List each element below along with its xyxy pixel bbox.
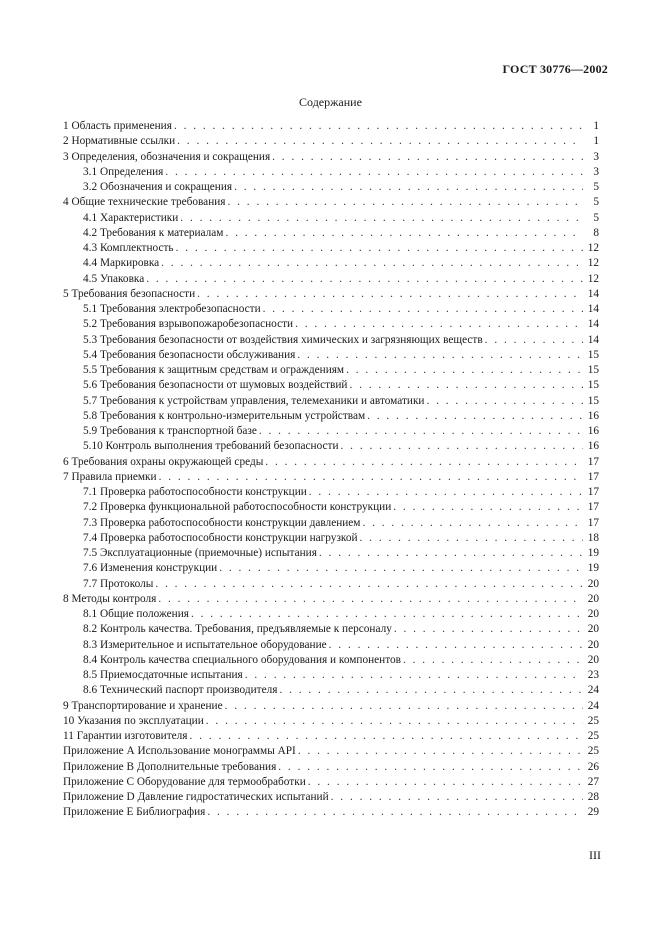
toc-entry-label: 5.5 Требования к защитным средствам и ограждениям [83,364,345,376]
toc-leader-dots [225,226,583,241]
toc-entry[interactable] [63,302,599,317]
toc-entry[interactable] [63,500,599,515]
toc-entry-page: 5 [593,196,599,209]
toc-entry[interactable] [63,775,599,790]
toc-entry-label: 9 Транспортирование и хранение [63,699,223,712]
toc-entry-page: 16 [587,425,599,437]
toc-entry-page: 14 [587,303,599,315]
toc-title: Содержание [299,95,362,109]
toc-entry-page: 18 [587,531,599,544]
toc-leader-dots [367,409,583,424]
toc-entry[interactable] [63,485,599,500]
toc-entry[interactable] [63,333,599,348]
toc-entry-label: 1 Область применения [63,120,172,132]
toc-leader-dots [206,714,583,729]
toc-entry-label: 4.5 Упаковка [83,272,145,285]
toc-entry-label: 7.7 Протоколы [83,577,154,590]
toc-leader-dots [155,577,583,592]
toc-entry-page: 20 [587,577,599,590]
toc-entry[interactable] [63,638,599,653]
toc-entry[interactable] [63,409,599,424]
toc-leader-dots [245,668,583,683]
toc-entry[interactable] [63,790,599,805]
toc-entry-label: 3.1 Определения [83,165,164,178]
toc-entry-page: 20 [587,638,599,651]
toc-entry[interactable] [63,683,599,698]
toc-entry[interactable] [63,241,599,256]
toc-entry[interactable] [63,531,599,546]
toc-entry-label: 7.3 Проверка работоспособности конструкции давлением [83,516,361,529]
toc-entry-page: 3 [593,150,599,163]
toc-entry-label: 5.1 Требования электробезопасности [83,303,261,315]
toc-entry-page: 12 [587,242,599,254]
toc-leader-dots [272,150,583,165]
toc-entry[interactable] [63,195,599,210]
toc-entry-label: 3.2 Обозначения и сокращения [83,181,233,193]
toc-entry[interactable] [63,744,599,759]
toc-leader-dots [225,699,583,714]
toc-entry[interactable] [63,592,599,607]
toc-leader-dots [165,165,583,180]
toc-entry[interactable] [63,378,599,393]
toc-entry-page: 15 [587,364,599,376]
toc-entry-label: 5.4 Требования безопасности обслуживания [83,348,296,361]
toc-entry-page: 16 [587,440,599,453]
toc-entry-label: 5.9 Требования к транспортной базе [83,425,257,437]
toc-entry-label: Приложение В Дополнительные требования [63,760,277,773]
toc-entry-label: 2 Нормативные ссылки [63,135,176,148]
toc-entry-page: 20 [587,608,599,620]
toc-entry[interactable] [63,317,599,332]
toc-entry[interactable] [63,607,599,622]
toc-leader-dots [191,607,583,622]
toc-entry[interactable] [63,653,599,668]
toc-entry-label: 4.1 Характеристики [83,211,179,224]
toc-leader-dots [349,378,583,393]
toc-entry-page: 8 [593,226,599,239]
toc-entry-page: 17 [587,486,599,498]
toc-entry[interactable] [63,439,599,454]
toc-entry-page: 19 [587,562,599,575]
toc-leader-dots [346,363,583,378]
toc-leader-dots [403,653,583,668]
toc-entry-label: 7.4 Проверка работоспособности конструкции нагрузкой [83,531,358,544]
toc-leader-dots [297,348,583,363]
toc-entry-label: 8.1 Общие положения [83,608,189,620]
toc-entry[interactable] [63,714,599,729]
toc-leader-dots [158,592,583,607]
toc-entry-label: Приложение С Оборудование для термообработки [63,775,306,788]
toc-entry[interactable] [63,150,599,165]
toc-entry-page: 14 [587,333,599,346]
toc-entry-page: 12 [587,272,599,285]
toc-entry[interactable] [63,470,599,485]
toc-entry-label: Приложение А Использование монограммы API [63,745,296,758]
toc-leader-dots [263,302,583,317]
toc-entry-page: 15 [587,348,599,361]
toc-leader-dots [393,500,583,515]
toc-entry[interactable] [63,729,599,744]
toc-leader-dots [295,317,583,332]
toc-entry-label: 5.8 Требования к контрольно-измерительным устройствам [83,409,366,422]
toc-entry-page: 17 [587,516,599,529]
toc-entry[interactable] [63,699,599,714]
toc-entry-page: 1 [593,135,599,148]
toc-leader-dots [146,272,583,287]
toc-entry-label: 4.2 Требования к материалам [83,226,224,239]
toc-entry-label: 6 Требования охраны окружающей среды [63,455,264,468]
toc-leader-dots [394,622,583,637]
toc-leader-dots [319,546,583,561]
toc-entry[interactable] [63,180,599,195]
toc-leader-dots [197,287,583,302]
toc-entry[interactable] [63,424,599,439]
toc-entry-page: 20 [587,653,599,666]
toc-entry[interactable] [63,211,599,226]
toc-entry[interactable] [63,363,599,378]
toc-entry-label: 11 Гарантии изготовителя [63,730,188,742]
toc-leader-dots [177,134,583,149]
toc-entry[interactable] [63,226,599,241]
toc-entry-label: 4.4 Маркировка [83,257,160,270]
toc-entry-label: 7 Правила приемки [63,470,157,483]
toc-entry-label: 8.3 Измерительное и испытательное оборудование [83,638,327,651]
toc-entry-label: 4 Общие технические требования [63,196,226,209]
toc-leader-dots [207,805,583,820]
toc-entry-page: 17 [587,470,599,483]
toc-leader-dots [265,455,583,470]
toc-entry-label: 8 Методы контроля [63,592,157,605]
toc-leader-dots [341,439,583,454]
toc-leader-dots [279,683,583,698]
toc-entry-page: 26 [587,760,599,773]
toc-entry[interactable] [63,622,599,637]
toc-entry-page: 3 [593,165,599,178]
toc-entry-page: 20 [587,623,599,636]
toc-entry-page: 16 [587,409,599,422]
toc-entry-label: 7.5 Эксплуатационные (приемочные) испытания [83,547,317,559]
table-of-contents [63,119,599,821]
document-header: ГОСТ 30776—2002 [502,62,608,76]
toc-entry-label: 5.7 Требования к устройствам управления, телемеханики и автоматики [83,394,425,407]
toc-entry-page: 27 [587,775,599,788]
toc-entry-page: 15 [587,379,599,392]
toc-entry[interactable] [63,394,599,409]
toc-entry-page: 25 [587,745,599,758]
toc-leader-dots [190,729,584,744]
toc-entry-page: 24 [587,684,599,697]
toc-entry-page: 12 [587,257,599,270]
toc-entry-label: 3 Определения, обозначения и сокращения [63,150,271,163]
toc-entry-label: 8.5 Приемосдаточные испытания [83,669,243,681]
toc-entry[interactable] [63,348,599,363]
toc-entry[interactable] [63,287,599,302]
toc-entry-label: 8.2 Контроль качества. Требования, предъявляемые к персоналу [83,623,392,636]
toc-entry-page: 17 [587,501,599,514]
toc-entry-page: 25 [587,730,599,742]
toc-leader-dots [176,241,583,256]
toc-entry-label: 5 Требования безопасности [63,287,196,300]
toc-entry[interactable] [63,561,599,576]
toc-entry-label: 5.2 Требования взрывопожаробезопасности [83,318,294,331]
toc-entry[interactable] [63,546,599,561]
toc-entry-page: 28 [587,791,599,803]
toc-entry-page: 15 [587,394,599,407]
toc-entry[interactable] [63,256,599,271]
toc-leader-dots [360,531,583,546]
toc-entry-page: 14 [587,318,599,331]
toc-entry-page: 5 [593,211,599,224]
toc-entry-label: 5.3 Требования безопасности от воздействия химических и загрязняющих веществ [83,333,483,346]
toc-leader-dots [485,333,583,348]
toc-entry[interactable] [63,668,599,683]
toc-entry-label: Приложение D Давление гидростатических испытаний [63,791,329,803]
toc-entry-page: 17 [587,455,599,468]
toc-leader-dots [308,775,583,790]
toc-entry-page: 25 [587,714,599,727]
toc-entry-label: 8.4 Контроль качества специального оборудования и компонентов [83,653,401,666]
toc-leader-dots [298,744,583,759]
toc-entry-label: 5.6 Требования безопасности от шумовых воздействий [83,379,348,392]
toc-entry[interactable] [63,577,599,592]
toc-entry-page: 29 [587,806,599,819]
toc-entry-label: 8.6 Технический паспорт производителя [83,684,278,697]
toc-leader-dots [174,119,583,134]
toc-entry-label: 5.10 Контроль выполнения требований безопасности [83,440,339,453]
toc-leader-dots [331,790,583,805]
toc-leader-dots [329,638,583,653]
toc-leader-dots [259,424,583,439]
toc-entry[interactable] [63,760,599,775]
toc-entry[interactable] [63,119,599,134]
toc-leader-dots [219,561,583,576]
toc-entry-label: 10 Указания по эксплуатации [63,714,204,727]
toc-entry-page: 20 [587,592,599,605]
toc-leader-dots [278,760,583,775]
toc-leader-dots [159,470,583,485]
toc-entry[interactable] [63,165,599,180]
toc-entry-page: 5 [593,181,599,193]
toc-leader-dots [161,256,583,271]
toc-entry-label: 4.3 Комплектность [83,242,174,254]
toc-leader-dots [362,516,583,531]
toc-entry-page: 1 [593,120,599,132]
toc-leader-dots [234,180,583,195]
toc-entry-label: 7.1 Проверка работоспособности конструкции [83,486,307,498]
toc-leader-dots [426,394,583,409]
toc-entry-page: 23 [587,669,599,681]
toc-entry-page: 24 [587,699,599,712]
toc-entry-label: 7.2 Проверка функциональной работоспособности конструкции [83,501,392,514]
toc-leader-dots [228,195,584,210]
toc-entry[interactable] [63,455,599,470]
toc-entry[interactable] [63,272,599,287]
toc-entry-label: 7.6 Изменения конструкции [83,562,218,575]
toc-entry[interactable] [63,134,599,149]
toc-entry-label: Приложение Е Библиография [63,806,206,819]
page-number: III [589,848,601,862]
toc-leader-dots [309,485,583,500]
toc-leader-dots [180,211,583,226]
toc-entry[interactable] [63,805,599,820]
toc-entry[interactable] [63,516,599,531]
toc-entry-page: 19 [587,547,599,559]
toc-entry-page: 14 [587,287,599,300]
